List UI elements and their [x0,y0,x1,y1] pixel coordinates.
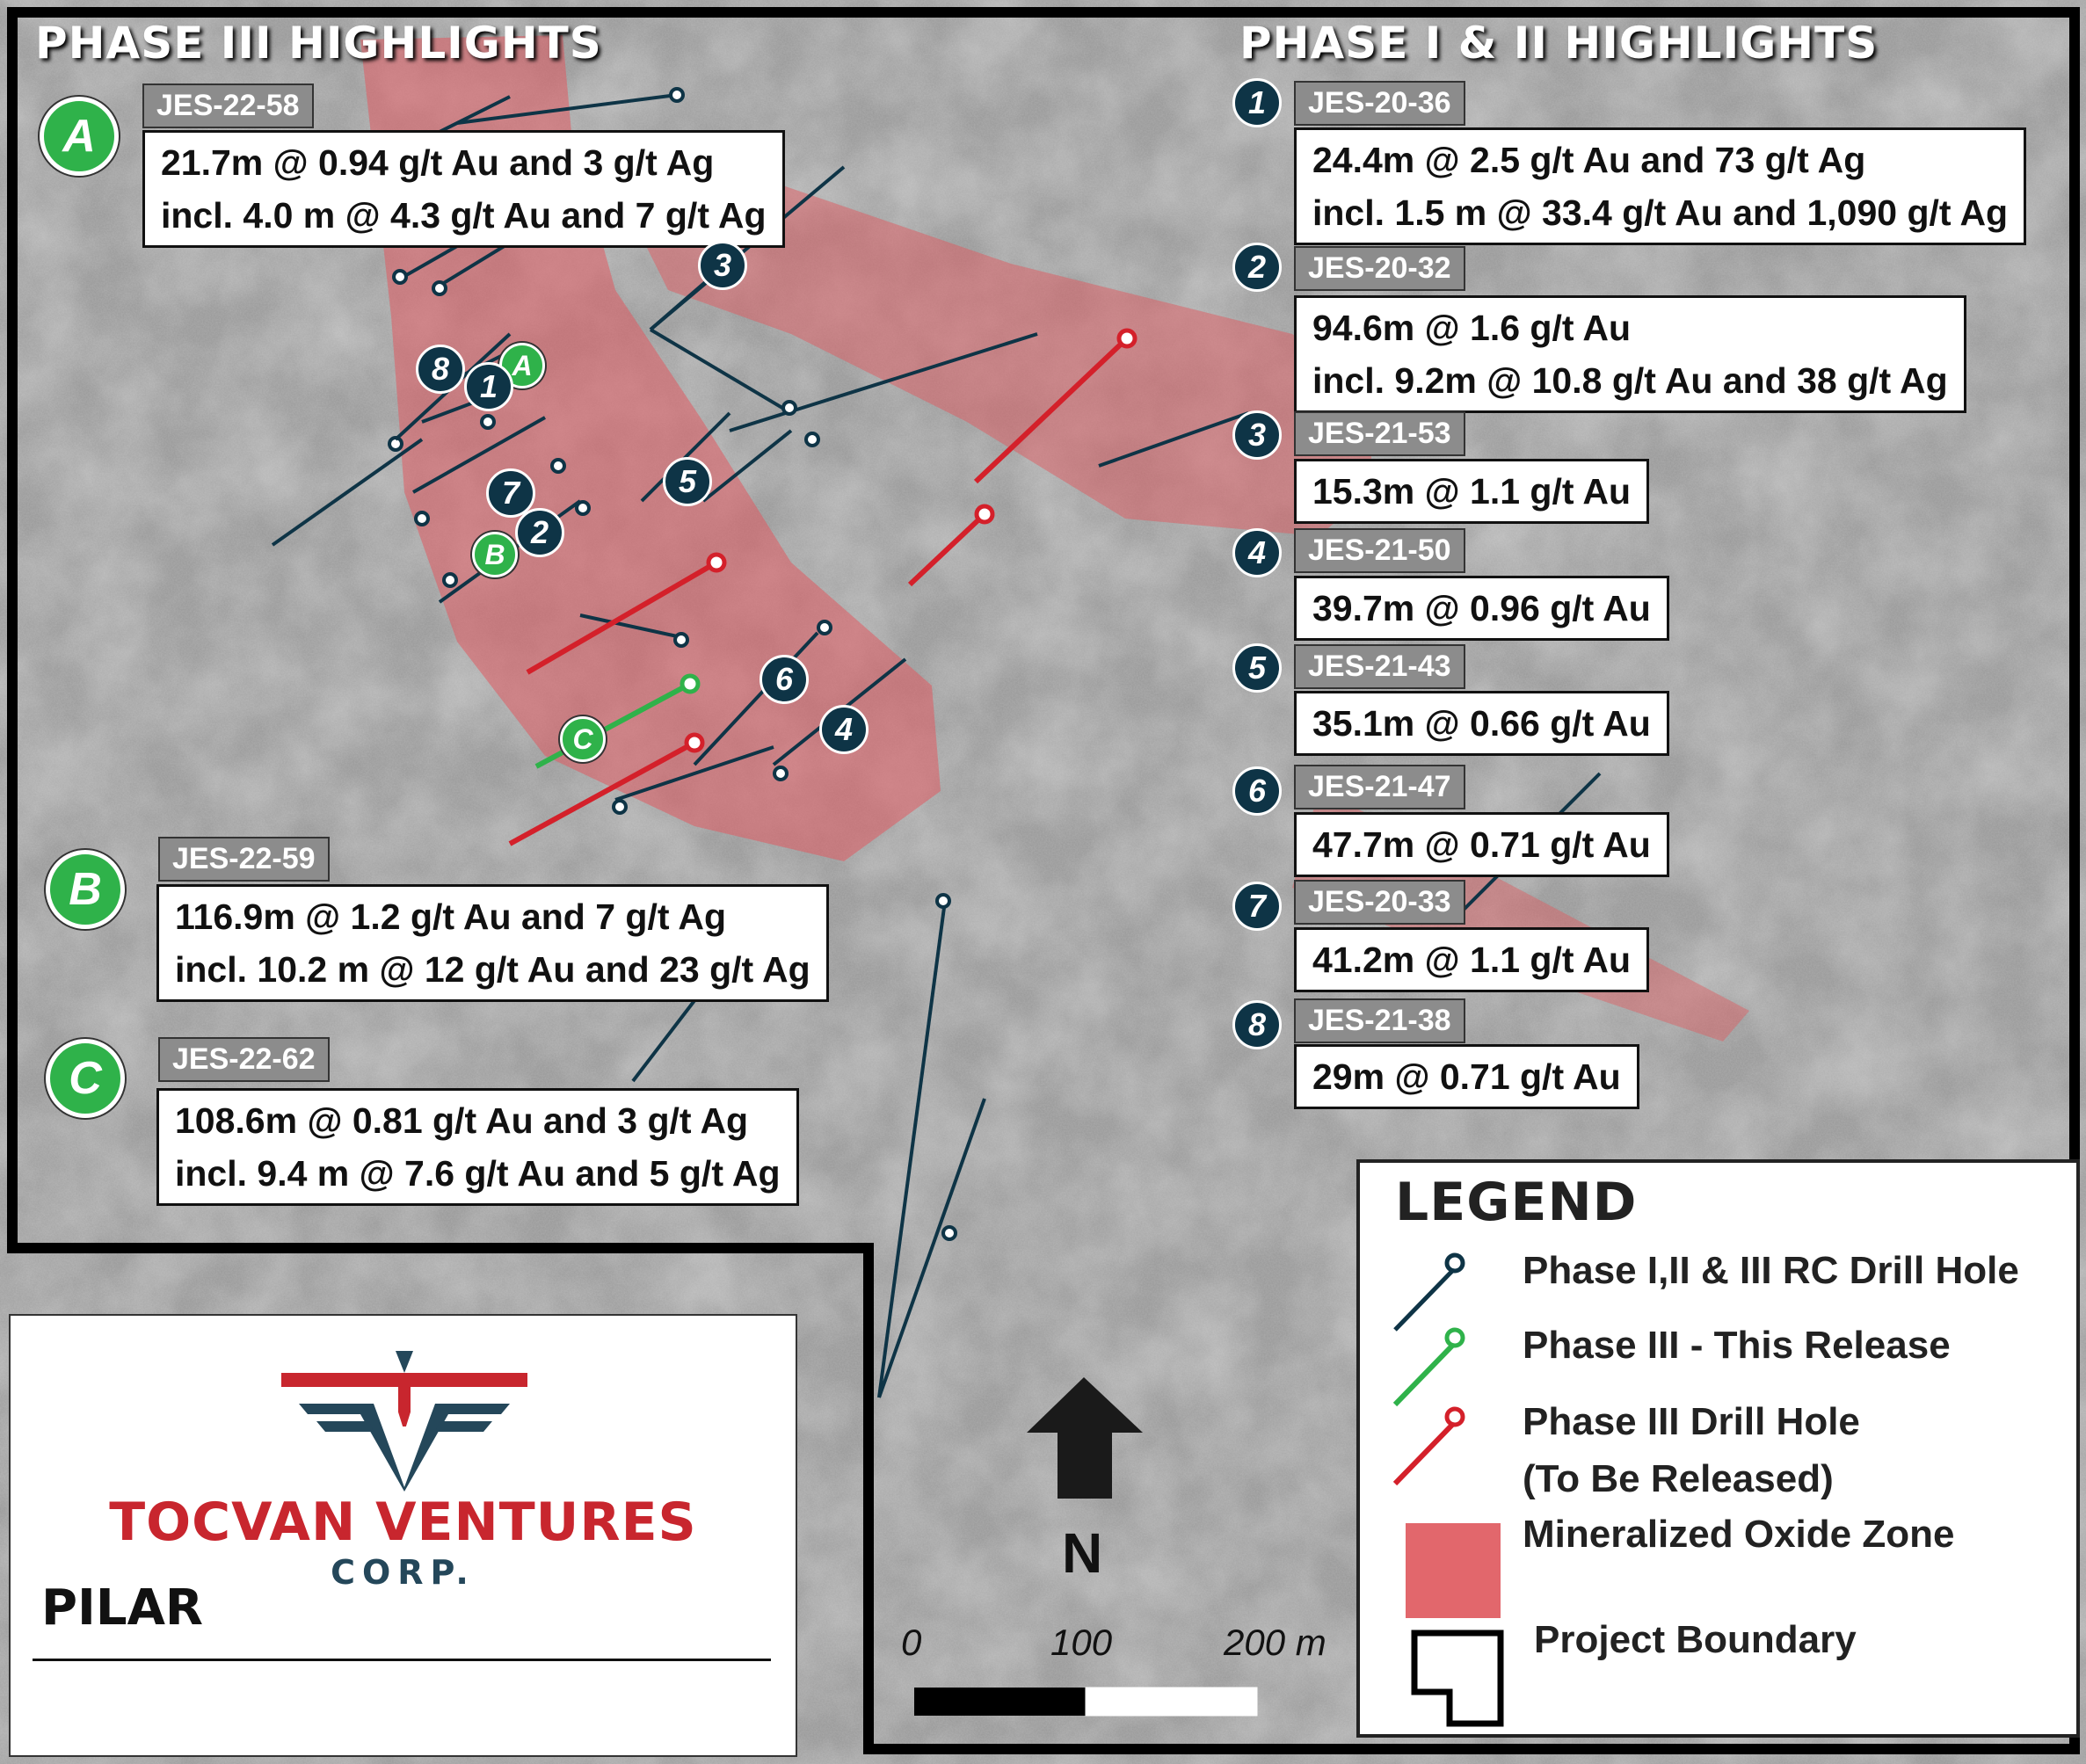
map-marker-4: 4 [819,705,869,754]
map-marker-7: 7 [486,468,535,518]
legend-label-oxide-zone: Mineralized Oxide Zone [1523,1513,1955,1556]
north-label: N [1062,1521,1103,1585]
phase12-result-6: 47.7m @ 0.71 g/t Au [1294,812,1669,877]
legend-title: LEGEND [1395,1172,1638,1233]
phase12-hole-6: JES-21-47 [1294,765,1465,809]
phase12-hole-3: JES-21-53 [1294,411,1465,456]
project-title: PILAR [41,1579,204,1637]
phase3-result-c [156,1088,799,1206]
scale-label-200: 200 m [1224,1622,1326,1663]
map-marker-b: B [472,532,518,577]
phase12-result-5: 35.1m @ 0.66 g/t Au [1294,691,1669,756]
phase12-result-1-line2: incl. 1.5 m @ 33.4 g/t Au and 1,090 g/t Ag [1312,192,2009,233]
phase12-marker-6: 6 [1232,766,1282,816]
legend-label-dark-hole: Phase I,II & III RC Drill Hole [1523,1249,2019,1292]
phase12-result-2-line1: 94.6m @ 1.6 g/t Au [1312,308,1632,348]
phase3-result-b-line1: 116.9m @ 1.2 g/t Au and 7 g/t Ag [175,897,727,937]
phase12-hole-5: JES-21-43 [1294,644,1465,689]
phase12-result-1-line1: 24.4m @ 2.5 g/t Au and 73 g/t Ag [1312,140,1866,180]
phase12-hole-4: JES-21-50 [1294,528,1465,573]
phase12-marker-5: 5 [1232,643,1282,693]
phase12-result-3: 15.3m @ 1.1 g/t Au [1294,459,1649,524]
phase12-marker-4: 4 [1232,528,1282,577]
legend [1356,1159,2080,1738]
scale-bar [914,1688,1257,1716]
phase12-hole-1: JES-20-36 [1294,81,1465,126]
map-marker-c: C [560,716,606,762]
phase12-result-8: 29m @ 0.71 g/t Au [1294,1044,1639,1109]
phase3-result-a-line2: incl. 4.0 m @ 4.3 g/t Au and 7 g/t Ag [161,195,767,236]
tocvan-logo-icon [273,1333,536,1492]
phase12-marker-8: 8 [1232,1000,1282,1049]
map-marker-3: 3 [698,241,747,290]
phase12-hole-2: JES-20-32 [1294,246,1465,291]
phase3-result-c-line1: 108.6m @ 0.81 g/t Au and 3 g/t Ag [175,1100,749,1141]
phase12-marker-1: 1 [1232,78,1282,127]
company-name: TOCVAN VENTURES [109,1492,697,1553]
scale-label-0: 0 [901,1622,922,1663]
legend-label-boundary: Project Boundary [1534,1618,1857,1661]
legend-label-red-hole-note: (To Be Released) [1523,1457,1834,1500]
phase3-result-c-line2: incl. 9.4 m @ 7.6 g/t Au and 5 g/t Ag [175,1153,781,1194]
phase3-marker-b: B [46,850,125,929]
map-marker-6: 6 [760,655,809,704]
project-title-underline [33,1659,771,1661]
phase12-marker-7: 7 [1232,882,1282,931]
legend-label-red-hole: Phase III Drill Hole [1523,1400,1860,1443]
phase12-result-4: 39.7m @ 0.96 g/t Au [1294,576,1669,641]
phase3-result-b [156,884,829,1002]
map-marker-a: A [499,343,545,388]
map-marker-8: 8 [416,345,465,394]
phase12-marker-2: 2 [1232,243,1282,292]
scale-label-100: 100 [1050,1622,1113,1663]
phase12-result-2 [1294,295,1966,413]
legend-oxide-zone-swatch [1406,1523,1501,1618]
map-marker-1: 1 [464,362,513,411]
phase3-result-a [142,130,785,248]
phase12-result-7: 41.2m @ 1.1 g/t Au [1294,927,1649,992]
logo-panel [9,1314,797,1757]
phase12-hole-8: JES-21-38 [1294,998,1465,1043]
phase3-result-b-line2: incl. 10.2 m @ 12 g/t Au and 23 g/t Ag [175,949,810,990]
phase12-result-1 [1294,127,2026,245]
phase3-hole-b: JES-22-59 [158,837,330,882]
map-marker-5: 5 [663,457,712,506]
phase3-hole-a: JES-22-58 [142,83,314,128]
phase12-marker-3: 3 [1232,410,1282,460]
phase3-hole-c: JES-22-62 [158,1037,330,1082]
phase12-result-2-line2: incl. 9.2m @ 10.8 g/t Au and 38 g/t Ag [1312,360,1948,401]
phase3-marker-a: A [40,97,119,176]
map-marker-2: 2 [515,508,564,557]
phase3-marker-c: C [46,1039,125,1118]
phase3-result-a-line1: 21.7m @ 0.94 g/t Au and 3 g/t Ag [161,142,715,183]
legend-red-hole-icon [1386,1396,1465,1492]
legend-label-green-hole: Phase III - This Release [1523,1324,1951,1367]
phase12-hole-7: JES-20-33 [1294,880,1465,925]
phase3-header: PHASE III HIGHLIGHTS [35,18,602,69]
phase12-header: PHASE I & II HIGHLIGHTS [1239,18,1879,69]
legend-boundary-icon [1406,1629,1507,1730]
company-suffix: CORP. [331,1553,476,1592]
